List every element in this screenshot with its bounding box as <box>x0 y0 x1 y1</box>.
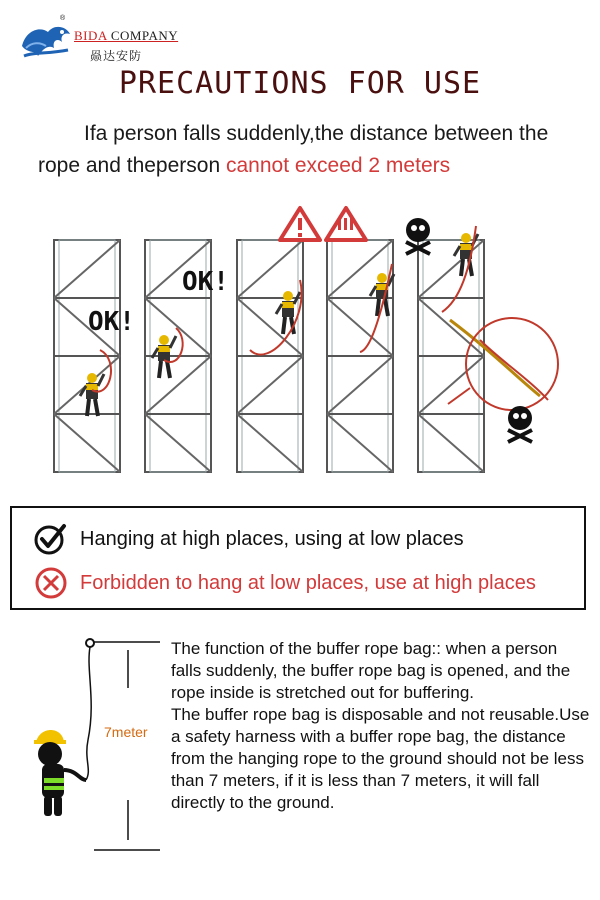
brand-block <box>74 28 178 64</box>
ok-label-1: OK! <box>88 307 135 337</box>
skull-crossbones-icon <box>508 406 532 442</box>
worker-figure-1 <box>80 373 104 416</box>
brand-name-second: COMPANY <box>107 28 179 43</box>
brand-name <box>74 28 178 44</box>
allowed-rule <box>34 522 464 556</box>
allowed-rule-text: Hanging at high places, using at low places <box>80 527 464 550</box>
page-title: PRECAUTIONS FOR USE <box>118 66 482 101</box>
intro-body: Ifa person falls suddenly,the distance between the rope and theperson <box>38 122 549 177</box>
forbidden-rule-text: Forbidden to hang at low places, use at high places <box>80 571 536 594</box>
height-label: 7meter <box>104 724 148 740</box>
dragon-logo-icon <box>18 20 74 62</box>
scaffold-fall-illustration <box>30 200 575 480</box>
forbidden-rule <box>34 566 536 600</box>
buffer-function-paragraph: The function of the buffer rope bag:: when a person falls suddenly, the buffer rope bag is opened, and the rope inside is stretched out for buffering. <box>171 639 571 702</box>
cross-circle-icon <box>34 566 68 600</box>
brand-name-first: BIDA <box>74 28 108 43</box>
ok-label-2: OK! <box>182 267 229 297</box>
skull-crossbones-icon <box>406 218 430 254</box>
warning-triangle-icon <box>280 208 320 240</box>
intro-warning: cannot exceed 2 meters <box>225 154 451 177</box>
intro-text <box>38 118 593 182</box>
registered-mark: ® <box>60 15 66 22</box>
usage-rules-box <box>10 506 586 610</box>
buffer-rope-description <box>171 638 591 814</box>
buffer-usage-paragraph: The buffer rope bag is disposable and not reusable.Use a safety harness with a buffer rope bag, the distance from the hanging rope to the ground should not be less than 7 meters, if it is less than 7 meters, it will fall directly to the ground. <box>171 705 590 812</box>
brand-chinese-name: 赑达安防 <box>90 49 143 63</box>
fall-height-illustration <box>30 630 170 860</box>
warning-triangle-icon <box>326 208 366 240</box>
check-circle-icon <box>34 522 68 556</box>
